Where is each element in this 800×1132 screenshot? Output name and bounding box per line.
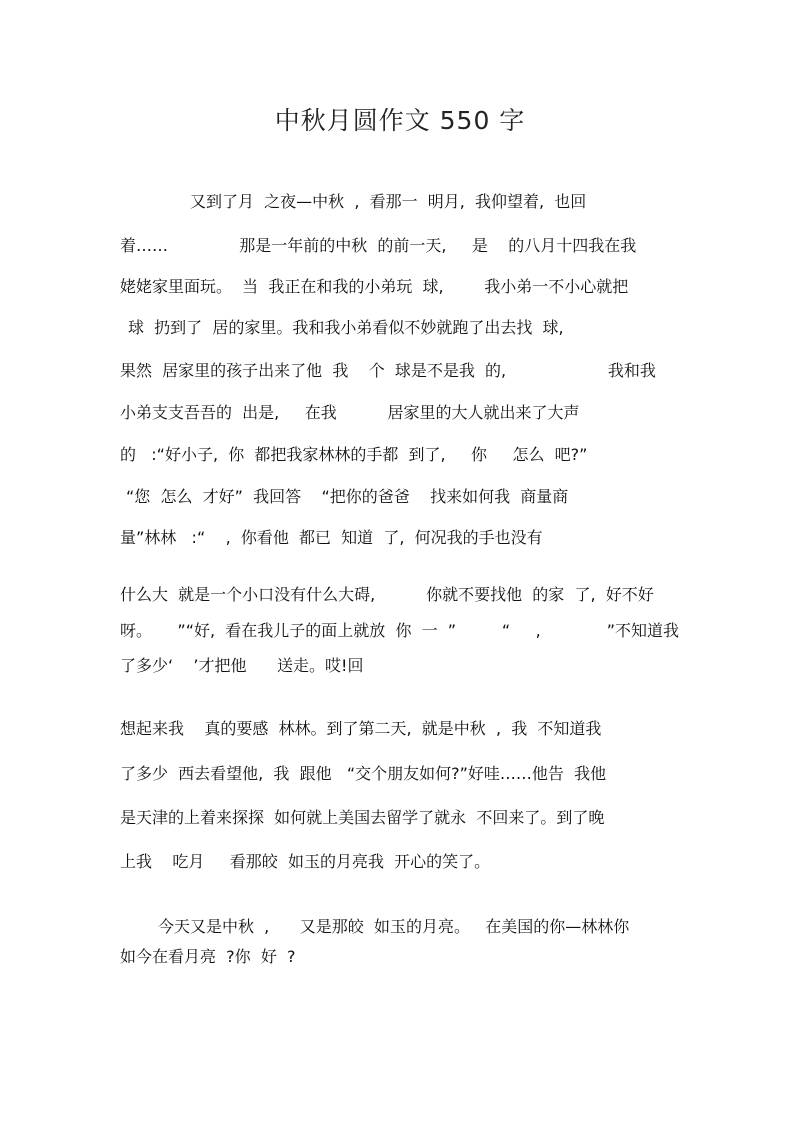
text-line: 量”林林 :“ , 你看他 都已 知道 了, 何况我的手也没有 <box>120 528 543 547</box>
text-line: 是天津的上着来探探 如何就上美国去留学了就永 不回来了。到了晚 <box>120 808 605 827</box>
text-line: 姥姥家里面玩。 当 我正在和我的小弟玩 球, 我小弟一不小心就把 <box>120 277 629 296</box>
text-line: 又到了月 之夜—中秋 , 看那一 明月, 我仰望着, 也回 <box>190 192 587 211</box>
text-line: 如今在看月亮 ?你 好 ? <box>120 947 296 966</box>
text-line: 今天又是中秋 , 又是那皎 如玉的月亮。 在美国的你—林林你 <box>158 917 630 936</box>
text-line: 着…… 那是一年前的中秋 的前一天, 是 的八月十四我在我 <box>120 236 637 255</box>
text-line: 了多少 西去看望他, 我 跟他 “交个朋友如何?”好哇……他告 我他 <box>120 764 607 783</box>
text-line: 的 :“好小子, 你 都把我家林林的手都 到了, 你 怎么 吧?” <box>120 445 588 464</box>
page-title: 中秋月圆作文 550 字 <box>274 106 526 135</box>
text-line: 想起来我 真的要感 林林。到了第二天, 就是中秋 , 我 不知道我 <box>120 719 602 738</box>
text-line: 什么大 就是一个小口没有什么大碍, 你就不要找他 的家 了, 好不好 <box>120 585 654 604</box>
text-line: 了多少‘ ’才把他 送走。哎!回 <box>120 656 364 675</box>
text-line: 上我 吃月 看那皎 如玉的月亮我 开心的笑了。 <box>120 852 491 871</box>
text-line: “您 怎么 才好” 我回答 “把你的爸爸 找来如何我 商量商 <box>126 487 569 506</box>
text-line: 球 扔到了 居的家里。我和我小弟看似不妙就跑了出去找 球, <box>128 318 564 337</box>
text-line: 果然 居家里的孩子出来了他 我 个 球是不是我 的, 我和我 <box>120 361 656 380</box>
text-line: 小弟支支吾吾的 出是, 在我 居家里的大人就出来了大声 <box>120 403 580 422</box>
text-line: 呀。 ”“好, 看在我儿子的面上就放 你 一 ” “ , ”不知道我 <box>120 621 680 640</box>
